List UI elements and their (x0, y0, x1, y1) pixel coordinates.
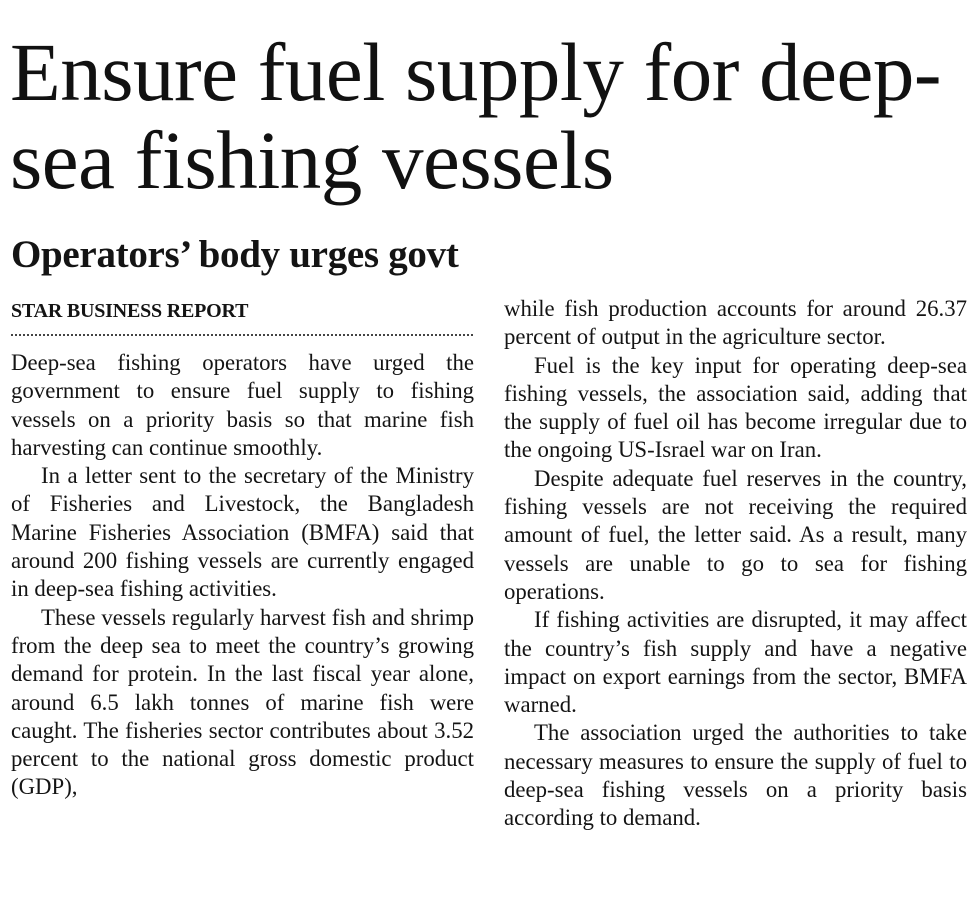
article-column-right (504, 295, 967, 833)
byline: STAR BUSINESS REPORT (11, 298, 473, 336)
article-column-left (11, 349, 474, 802)
subheadline: Operators’ body urges govt (11, 233, 459, 276)
paragraph: The association urged the authorities to take necessary measures to ensure the supply of fuel to deep-sea fishing vessels on a priority basis according to demand. (504, 720, 967, 831)
paragraph: Despite adequate fuel reserves in the country, fishing vessels are not receiving the required amount of fuel, the letter said. As a result, many vessels are unable to go to sea for fishing operations. (504, 465, 967, 604)
paragraph: Fuel is the key input for operating deep-sea fishing vessels, the association said, adding that the supply of fuel oil has become irregular due to the ongoing US-Israel war on Iran. (504, 352, 967, 463)
paragraph: If fishing activities are disrupted, it may affect the country’s fish supply and have a negative impact on export earnings from the sector, BMFA warned. (504, 607, 967, 718)
paragraph-continued: while fish production accounts for around 26.37 percent of output in the agriculture sector. (504, 296, 967, 350)
paragraph: Deep-sea fishing operators have urged the government to ensure fuel supply to fishing vessels on a priority basis so that marine fish harvesting can continue smoothly. (11, 350, 474, 460)
paragraph: These vessels regularly harvest fish and shrimp from the deep sea to meet the country’s growing demand for protein. In the last fiscal year alone, around 6.5 lakh tonnes of marine fish were caught. The fisheries sector contributes about 3.52 percent to the national gross domestic product (GDP), (11, 604, 474, 800)
paragraph: In a letter sent to the secretary of the Ministry of Fisheries and Livestock, the Bangladesh Marine Fisheries Association (BMFA) said that around 200 fishing vessels are currently engaged in deep-sea fishing activities. (11, 463, 474, 602)
headline: Ensure fuel supply for deep-sea fishing vessels (10, 26, 941, 206)
